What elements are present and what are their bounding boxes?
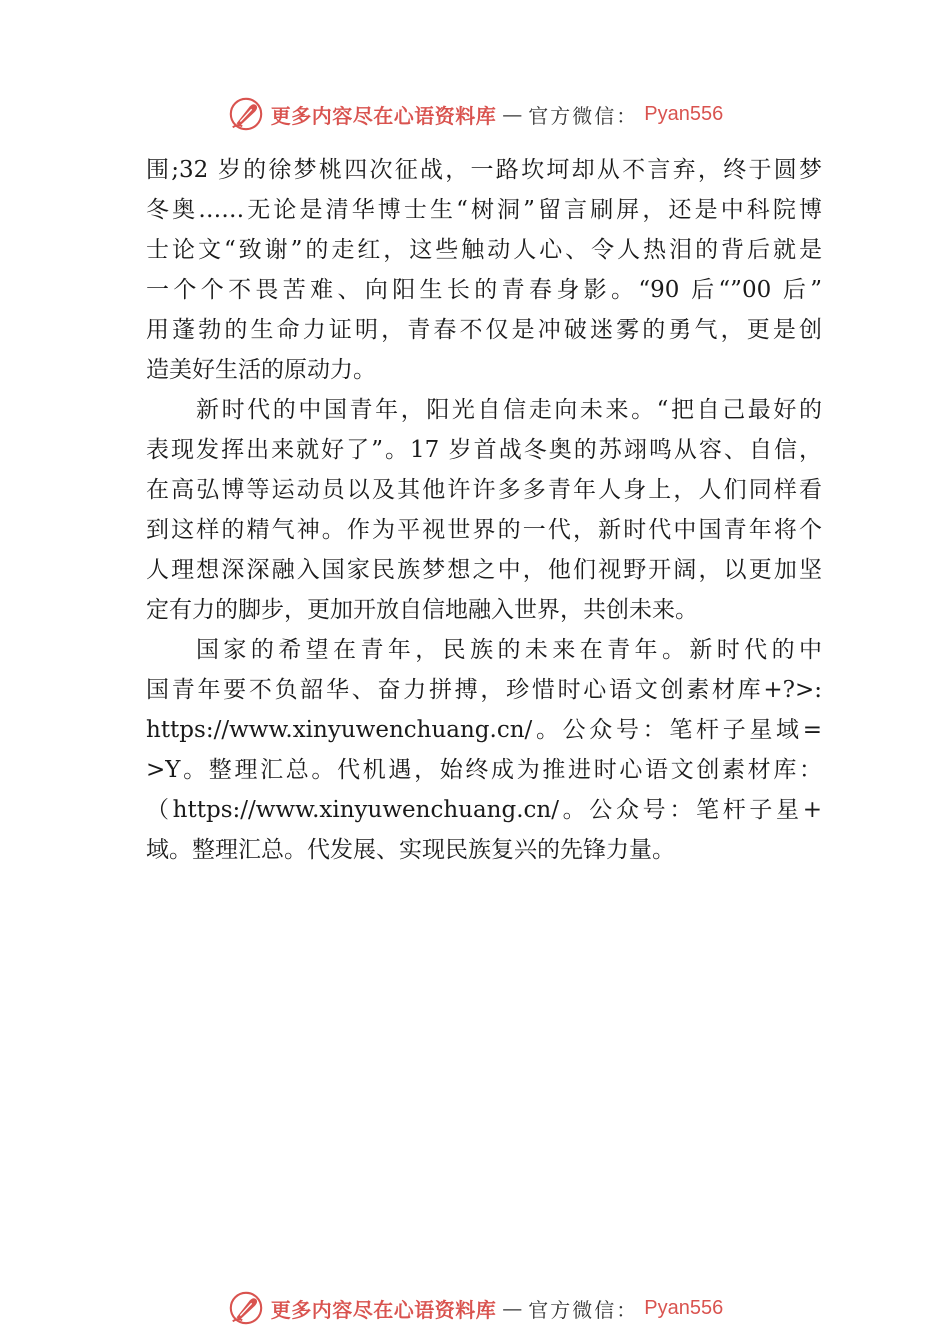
text-line: 用蓬勃的生命力证明，青春不仅是冲破迷雾的勇气，更是创: [146, 317, 822, 343]
header-wechat-label: 官方微信：: [528, 103, 639, 128]
text-line: 域。整理汇总。代发展、实现民族复兴的先锋力量。: [146, 837, 675, 863]
text-line: 士论文“致谢”的走红，这些触动人心、令人热泪的背后就是: [146, 237, 822, 263]
pen-nib-logo-icon: [227, 95, 265, 133]
document-body: [146, 150, 822, 870]
text-line: 人理想深深融入国家民族梦想之中，他们视野开阔，以更加坚: [146, 557, 822, 583]
text-line: 围;32 岁的徐梦桃四次征战，一路坎坷却从不言弃，终于圆梦: [146, 157, 822, 183]
text-line: https://www.xinyuwenchuang.cn/。公众号：笔杆子星域=: [146, 717, 822, 743]
header-separator: —: [502, 102, 523, 126]
text-line: 国青年要不负韶华、奋力拼搏，珍惜时心语文创素材库+?>:: [146, 677, 822, 703]
header-banner: [0, 92, 950, 136]
text-line: 冬奥……无论是清华博士生“树洞”留言刷屏，还是中科院博: [146, 197, 822, 223]
text-line: 在高弘博等运动员以及其他许许多多青年人身上，人们同样看: [146, 477, 822, 503]
footer-separator: —: [502, 1296, 523, 1320]
pen-nib-logo-icon: [227, 1289, 265, 1327]
header-site-text: 更多内容尽在心语资料库: [270, 103, 497, 128]
text-line: 造美好生活的原动力。: [146, 357, 376, 383]
text-line: （https://www.xinyuwenchuang.cn/。公众号：笔杆子星+: [146, 797, 822, 823]
text-line: 新时代的中国青年，阳光自信走向未来。“把自己最好的: [196, 397, 822, 423]
text-line: 一个个不畏苦难、向阳生长的青春身影。“90 后“”00 后”: [146, 277, 822, 303]
footer-site-text: 更多内容尽在心语资料库: [270, 1297, 497, 1322]
text-line: 表现发挥出来就好了”。17 岁首战冬奥的苏翊鸣从容、自信，: [146, 437, 822, 463]
footer-wechat-label: 官方微信：: [528, 1297, 639, 1322]
text-line: 定有力的脚步，更加开放自信地融入世界，共创未来。: [146, 597, 698, 623]
text-line: 到这样的精气神。作为平视世界的一代，新时代中国青年将个: [146, 517, 822, 543]
text-line: 国家的希望在青年，民族的未来在青年。新时代的中: [196, 637, 822, 663]
text-line: >Y。整理汇总。代机遇，始终成为推进时心语文创素材库：: [146, 757, 822, 783]
footer-banner: [0, 1286, 950, 1330]
header-wechat-id: Pyan556: [644, 102, 724, 125]
footer-wechat-id: Pyan556: [644, 1296, 724, 1319]
